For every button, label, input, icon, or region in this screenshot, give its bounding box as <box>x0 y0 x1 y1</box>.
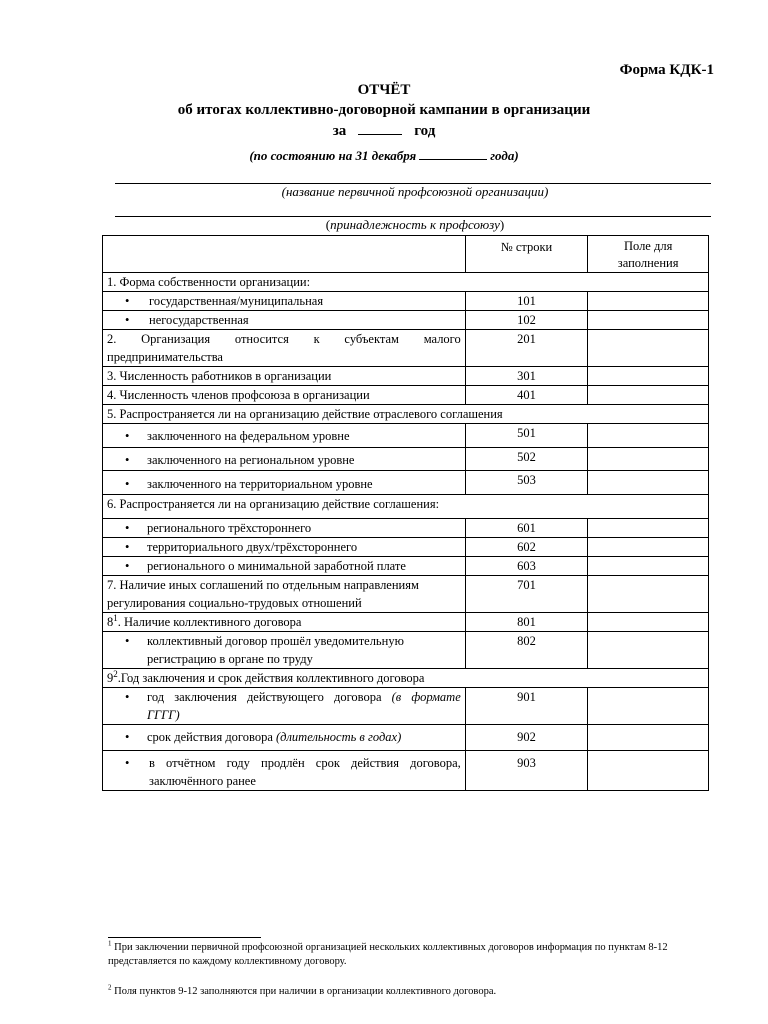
col-line-no: № строки <box>465 236 588 273</box>
union-affiliation-label: (принадлежность к профсоюзу) <box>325 217 505 232</box>
footnote-1: $^1$ При заключении первичной профсоюзной организацией нескольких коллективных договоров информация по пунктам 8-12 представляется по каждому коллективному договору. <box>108 939 668 967</box>
table-row: 3. Численность работников в организации 301 <box>103 367 709 386</box>
bullet-icon: • <box>125 756 130 770</box>
fill-cell-502[interactable] <box>588 448 709 471</box>
report-subtitle: об итогах коллективно-договорной кампании в организации <box>177 102 591 118</box>
fill-cell-903[interactable] <box>588 751 709 791</box>
table-row: • регионального о минимальной заработной плате 603 <box>103 557 709 576</box>
form-code: Форма КДК-1 <box>619 62 714 78</box>
table-row: • заключенного на федеральном уровне 501 <box>103 424 709 448</box>
year-line <box>0 122 768 140</box>
fill-cell-901[interactable] <box>588 688 709 725</box>
table-row: • негосударственная 102 <box>103 311 709 330</box>
as-of-suffix: года) <box>490 148 519 163</box>
fill-cell-503[interactable] <box>588 471 709 495</box>
report-title: ОТЧЁТ <box>357 82 411 98</box>
bullet-icon: • <box>125 294 130 308</box>
fill-cell-201[interactable] <box>588 330 709 367</box>
as-of-prefix: (по состоянию на 31 декабря <box>249 148 417 163</box>
section-1: 1. Форма собственности организации: <box>103 273 709 292</box>
fill-cell-902[interactable] <box>588 725 709 751</box>
year-suffix: год <box>414 123 436 139</box>
bullet-icon: • <box>125 690 130 704</box>
bullet-icon: • <box>125 730 130 744</box>
table-row: • территориального двух/трёхстороннего 602 <box>103 538 709 557</box>
table-row: 4. Численность членов профсоюза в организации 401 <box>103 386 709 405</box>
as-of-blank[interactable] <box>419 148 487 160</box>
table-row: • регионального трёхстороннего 601 <box>103 519 709 538</box>
as-of-line <box>0 148 768 164</box>
section-9: $9^2.Год$ заключения и срок действия коллективного договора <box>103 669 709 688</box>
table-row: • государственная/муниципальная 101 <box>103 292 709 311</box>
section-6: 6. Распространяется ли на организацию действие соглашения: <box>103 495 709 519</box>
table-row: • год заключения действующего договора (в формате ГГГГ) 901 <box>103 688 709 725</box>
fill-cell-802[interactable] <box>588 632 709 669</box>
table-row: • срок действия договора (длительность в годах) 902 <box>103 725 709 751</box>
table-row <box>103 495 709 519</box>
org-name-label: (название первичной профсоюзной организации) <box>281 184 549 199</box>
fill-cell-801[interactable] <box>588 613 709 632</box>
footnote-divider <box>108 937 261 938</box>
fill-cell-401[interactable] <box>588 386 709 405</box>
table-row: 2. Организация относится к субъектам малого предпринимательства 201 <box>103 330 709 367</box>
fill-cell-601[interactable] <box>588 519 709 538</box>
fill-cell-102[interactable] <box>588 311 709 330</box>
year-prefix: за <box>332 123 347 139</box>
fill-cell-301[interactable] <box>588 367 709 386</box>
fill-cell-501[interactable] <box>588 424 709 448</box>
footnote-2: $^2$ Поля пунктов 9-12 заполняются при наличии в организации коллективного договора. <box>108 983 497 997</box>
year-blank[interactable] <box>358 122 402 135</box>
bullet-icon: • <box>125 559 130 573</box>
fill-cell-701[interactable] <box>588 576 709 613</box>
table-row: • в отчётном году продлён срок действия договора, заключённого ранее 903 <box>103 751 709 791</box>
bullet-icon: • <box>125 477 130 491</box>
table-row <box>103 273 709 292</box>
fill-cell-602[interactable] <box>588 538 709 557</box>
table-row <box>103 669 709 688</box>
table-header-row <box>103 236 709 273</box>
col-fill: Поле для заполнения <box>588 236 709 273</box>
table-row: $8^1$. Наличие коллективного договора 801 <box>103 613 709 632</box>
bullet-icon: • <box>125 429 130 443</box>
fill-cell-101[interactable] <box>588 292 709 311</box>
table-row: 7. Наличие иных соглашений по отдельным направлениям регулирования социально-трудовых отношений 701 <box>103 576 709 613</box>
table-row: • коллективный договор прошёл уведомительную регистрацию в органе по труду 802 <box>103 632 709 669</box>
bullet-icon: • <box>125 634 130 648</box>
fill-cell-603[interactable] <box>588 557 709 576</box>
table-row: • заключенного на региональном уровне 502 <box>103 448 709 471</box>
table-row: • заключенного на территориальном уровне 503 <box>103 471 709 495</box>
bullet-icon: • <box>125 453 130 467</box>
bullet-icon: • <box>125 540 130 554</box>
table-row <box>103 405 709 424</box>
section-5: 5. Распространяется ли на организацию действие отраслевого соглашения <box>103 405 709 424</box>
bullet-icon: • <box>125 313 130 327</box>
bullet-icon: • <box>125 521 130 535</box>
report-table <box>102 235 709 791</box>
